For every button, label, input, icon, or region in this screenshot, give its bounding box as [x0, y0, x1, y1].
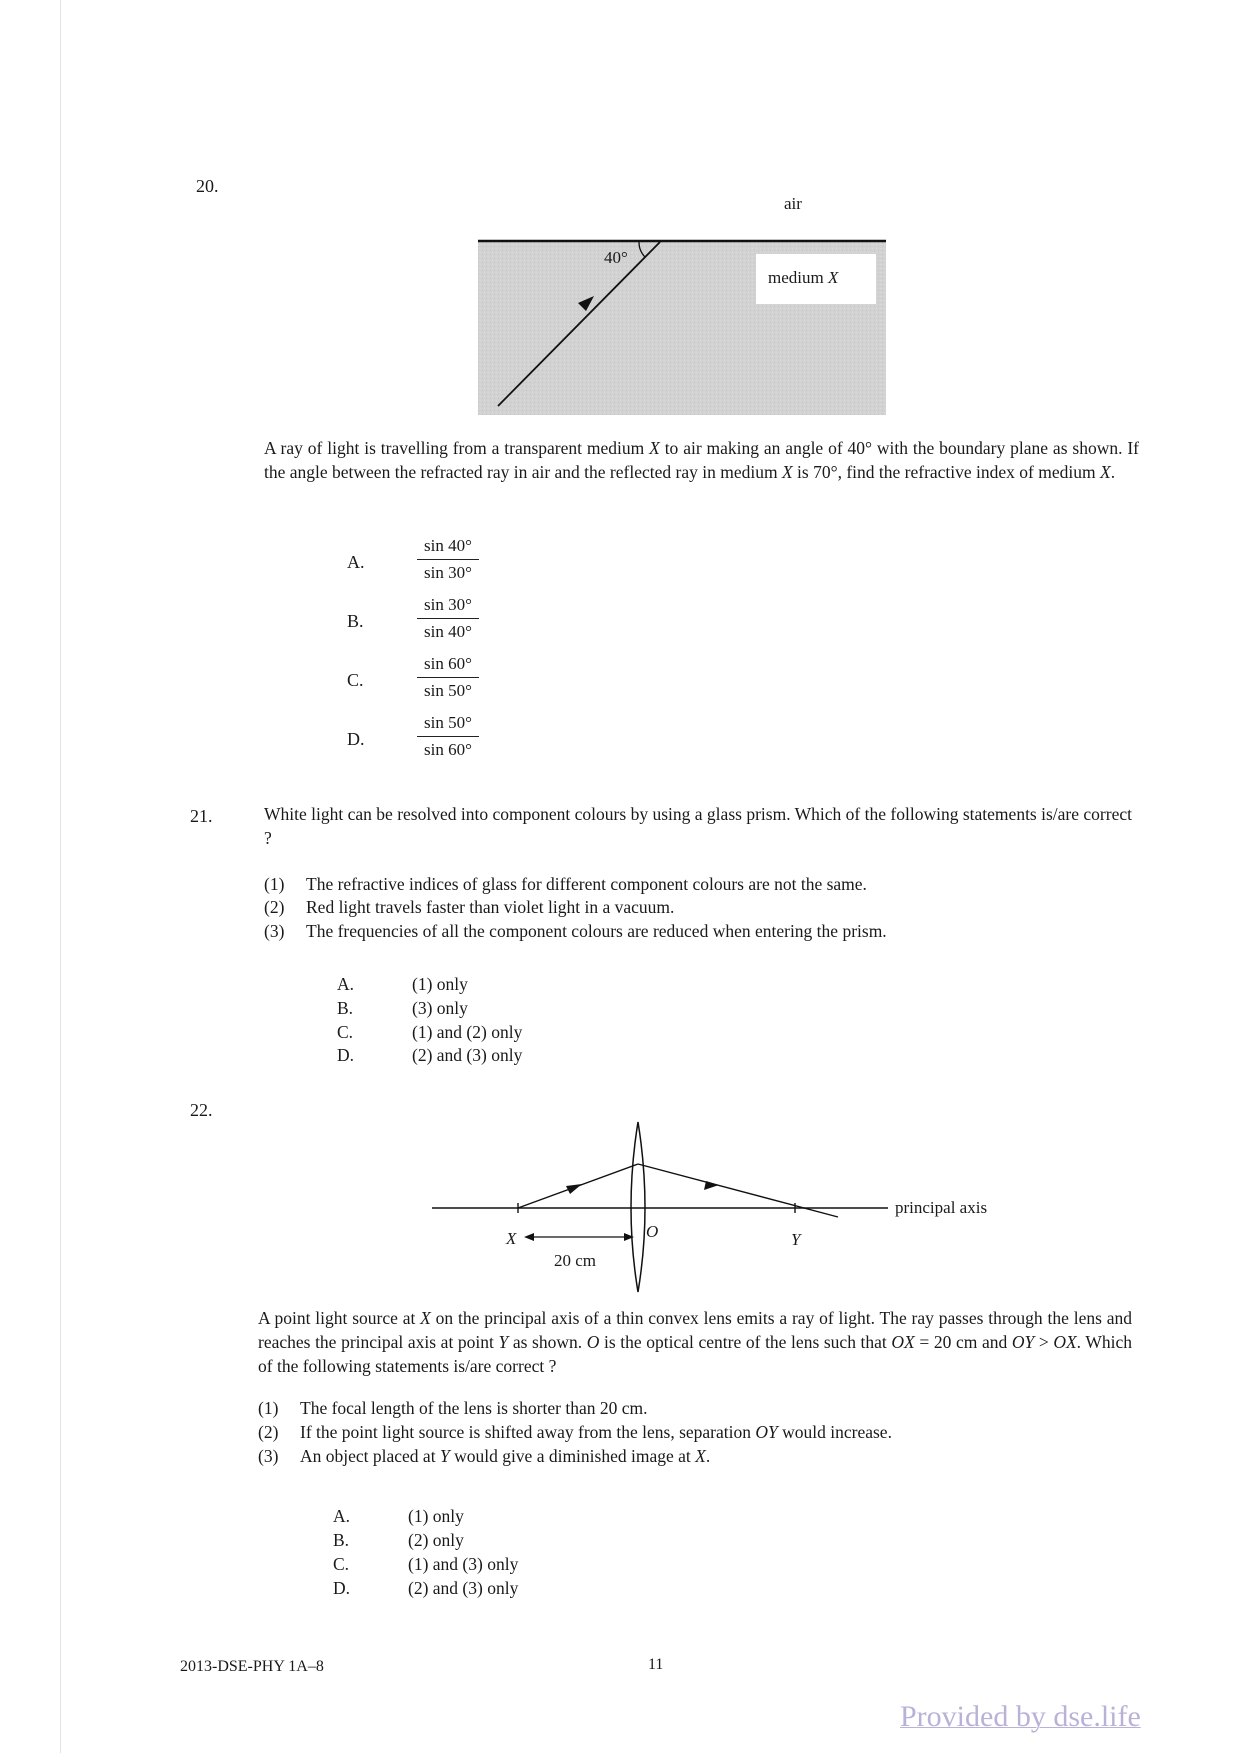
q22-diagram	[420, 1118, 1030, 1293]
q22-option-c[interactable]: C. (1) and (3) only	[333, 1554, 519, 1574]
statement-item: (2) Red light travels faster than violet light in a vacuum.	[264, 897, 675, 917]
option-letter: D.	[347, 729, 365, 749]
angle-label: 40°	[604, 248, 628, 267]
point-o-label: O	[646, 1222, 659, 1241]
refracted-ray-arrow	[704, 1181, 719, 1190]
q21-question-text: White light can be resolved into component colours by using a glass prism. Which of the following statements is/are correct ?	[264, 804, 1132, 848]
fraction: $\frac{\sin 40^\circ}{\sin 30^\circ}$	[417, 536, 479, 583]
statement-item: (3) An object placed at Y would give a diminished image at X.	[258, 1446, 711, 1466]
q22-number: 22.	[190, 1100, 213, 1120]
refraction-diagram	[474, 186, 894, 418]
medium-label: medium X	[768, 268, 839, 287]
fraction: $\frac{\sin 30^\circ}{\sin 40^\circ}$	[417, 595, 479, 642]
q22-option-b[interactable]: B. (2) only	[333, 1530, 464, 1550]
refracted-ray	[638, 1164, 838, 1217]
statement-item: (2) If the point light source is shifted away from the lens, separation OY would increase.	[258, 1422, 892, 1442]
option-letter: A.	[347, 552, 365, 572]
distance-arrow-left	[524, 1233, 534, 1241]
statement-item: (1) The refractive indices of glass for different component colours are not the same.	[264, 874, 867, 894]
scan-margin-line	[60, 0, 61, 1753]
fraction: $\frac{\sin 50^\circ}{\sin 60^\circ}$	[417, 713, 479, 760]
q22-question-text: A point light source at X on the principal axis of a thin convex lens emits a ray of light. The ray passes through the lens and reaches the principal axis at point Y as shown. O is the optical centre of the lens such that OX = 20 cm and OY > OX. Which of the following statements is/are correct ?	[258, 1308, 1132, 1376]
q21-option-a[interactable]: A. (1) only	[337, 974, 468, 994]
q20-diagram	[474, 186, 894, 418]
paper-code: 2013-DSE-PHY 1A–8	[180, 1658, 324, 1675]
q20-number: 20.	[196, 176, 219, 196]
q21-option-c[interactable]: C. (1) and (2) only	[337, 1022, 523, 1042]
statement-item: (1) The focal length of the lens is shorter than 20 cm.	[258, 1398, 648, 1418]
q21-number: 21.	[190, 806, 213, 826]
principal-axis-label: principal axis	[895, 1198, 988, 1217]
page-number: 11	[648, 1656, 664, 1673]
point-x-label: X	[506, 1229, 517, 1248]
fraction: $\frac{\sin 60^\circ}{\sin 50^\circ}$	[417, 654, 479, 701]
watermark-link[interactable]: Provided by dse.life	[900, 1700, 1141, 1733]
q21-option-b[interactable]: B. (3) only	[337, 998, 468, 1018]
distance-label: 20 cm	[554, 1251, 597, 1270]
q20-question-text: A ray of light is travelling from a transparent medium X to air making an angle of 40° with the boundary plane as shown. If the angle between the refracted ray in air and the reflected ray in medium X is 70°, find the refractive index of medium X.	[264, 438, 1139, 482]
q22-option-d[interactable]: D. (2) and (3) only	[333, 1578, 519, 1598]
air-label: air	[784, 194, 802, 213]
point-y-label: Y	[791, 1230, 801, 1249]
q21-option-d[interactable]: D. (2) and (3) only	[337, 1045, 523, 1065]
convex-lens	[631, 1122, 645, 1292]
incident-ray-arrow	[566, 1184, 582, 1194]
statement-item: (3) The frequencies of all the component colours are reduced when entering the prism.	[264, 921, 887, 941]
option-letter: C.	[347, 670, 364, 690]
option-letter: B.	[347, 611, 364, 631]
q22-option-a[interactable]: A. (1) only	[333, 1506, 464, 1526]
